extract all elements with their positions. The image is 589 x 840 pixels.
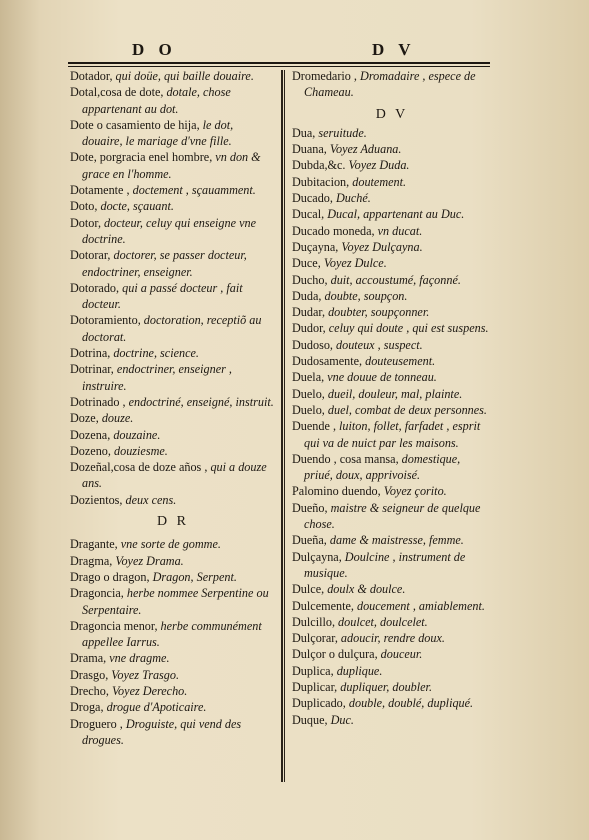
dictionary-entry (70, 410, 276, 426)
dictionary-entry (70, 699, 276, 715)
dictionary-entry (292, 68, 492, 101)
dictionary-entry (292, 304, 492, 320)
entry-headword: Dotrinar, (70, 362, 114, 377)
entry-headword: Dotorar, (70, 248, 111, 263)
dictionary-entry (292, 646, 492, 662)
dictionary-entry (292, 614, 492, 630)
entry-translation: Duché. (336, 191, 371, 206)
entry-translation: Duc. (330, 712, 354, 727)
dictionary-entry (70, 427, 276, 443)
entry-translation: duit, accoustumé, façonné. (330, 272, 461, 287)
entry-headword: Duplica, (292, 663, 334, 678)
entry-translation: douziesme. (114, 443, 168, 458)
column-divider-inner (284, 70, 285, 782)
dictionary-entry (70, 361, 276, 394)
entry-headword: Droguero , (70, 716, 123, 731)
entry-headword: Dozeno, (70, 443, 111, 458)
entry-translation: endoctriner, enseigner , instruire. (82, 362, 232, 393)
dictionary-entry (292, 223, 492, 239)
dictionary-entry (70, 345, 276, 361)
entry-headword: Drago o dragon, (70, 569, 150, 584)
section-heading-dv: D V (375, 106, 409, 122)
entry-translation: Voyez Duda. (348, 158, 410, 173)
entry-translation: doutement. (352, 174, 407, 189)
dictionary-entry (70, 84, 276, 117)
entry-translation: doubte, soupçon. (324, 288, 408, 303)
dictionary-entry (292, 418, 492, 451)
entry-translation: celuy qui doute , qui est suspens. (328, 321, 489, 336)
entry-headword: Dulçorar, (292, 631, 338, 646)
dictionary-entry (70, 149, 276, 182)
dictionary-entry (292, 581, 492, 597)
entry-headword: Dotoramiento, (70, 313, 141, 328)
dictionary-entry (292, 695, 492, 711)
entry-headword: Duçayna, (292, 239, 339, 254)
left-column (70, 68, 276, 748)
dictionary-entry (292, 598, 492, 614)
dictionary-entry (70, 569, 276, 585)
dictionary-entry (292, 239, 492, 255)
entry-headword: Dulce, (292, 582, 325, 597)
entry-translation: domestique, priué, doux, apprivoisé. (304, 451, 461, 483)
dictionary-entry (292, 174, 492, 190)
dictionary-entry (70, 459, 276, 492)
entry-headword: Drasgo, (70, 667, 109, 682)
entry-translation: vne dragme. (109, 651, 170, 666)
entry-translation: endoctriné, enseigné, instruit. (128, 394, 274, 409)
right-entry-list (292, 125, 492, 728)
dictionary-entry (70, 536, 276, 552)
left-entry-list (70, 68, 276, 508)
right-column (292, 68, 492, 728)
entry-headword: Doze, (70, 411, 99, 426)
entry-headword: Dotrina, (70, 346, 111, 361)
dictionary-entry (70, 312, 276, 345)
entry-headword: Dragoncia, (70, 586, 124, 601)
running-head-right: D V (372, 40, 416, 59)
entry-translation: maistre & seigneur de quelque chose. (304, 500, 481, 532)
entry-translation: doulcet, doulcelet. (338, 614, 428, 629)
entry-headword: Dote, porgracia enel hombre, (70, 150, 213, 165)
entry-headword: Dulcemente, (292, 598, 354, 613)
entry-translation: douze. (101, 411, 134, 426)
entry-translation: doctrine, science. (113, 346, 199, 361)
dictionary-entry (292, 125, 492, 141)
dictionary-entry (70, 117, 276, 150)
entry-headword: Dubitacion, (292, 174, 350, 189)
dictionary-entry (292, 630, 492, 646)
dictionary-entry (70, 553, 276, 569)
entry-translation: Ducal, appartenant au Duc. (327, 207, 465, 222)
entry-translation: Dromadaire , espece de Chameau. (304, 69, 476, 100)
dictionary-entry (292, 712, 492, 728)
entry-translation: dupliquer, doubler. (340, 679, 432, 694)
entry-translation: douceur. (380, 647, 423, 662)
entry-translation: doucement , amiablement. (356, 598, 485, 613)
dictionary-entry (292, 255, 492, 271)
entry-translation: Voyez Trasgo. (111, 667, 180, 682)
entry-headword: Dudoso, (292, 337, 333, 352)
dictionary-entry (70, 650, 276, 666)
entry-translation: duel, combat de deux personnes. (327, 402, 487, 417)
header-rule (68, 62, 490, 64)
entry-translation: vn ducat. (377, 223, 423, 238)
entry-translation: douzaine. (113, 427, 161, 442)
entry-headword: Ducal, (292, 207, 325, 222)
entry-translation: vne douue de tonneau. (327, 370, 437, 385)
entry-headword: Dua, (292, 125, 316, 140)
entry-translation: luiton, follet, farfadet , esprit qui va de nuict par les maisons. (304, 419, 481, 450)
dictionary-entry (292, 288, 492, 304)
dictionary-entry (292, 679, 492, 695)
entry-translation: douteusement. (365, 354, 436, 369)
entry-headword: Ducado, (292, 191, 333, 206)
dictionary-entry (292, 532, 492, 548)
entry-headword: Ducho, (292, 272, 328, 287)
dictionary-entry (292, 141, 492, 157)
entry-headword: Duela, (292, 370, 325, 385)
entry-headword: Dozientos, (70, 492, 123, 507)
entry-headword: Dotamente , (70, 183, 130, 198)
entry-headword: Dudar, (292, 305, 326, 320)
entry-headword: Dotal,cosa de dote, (70, 85, 164, 100)
dictionary-entry (292, 451, 492, 484)
right-entry-list-top (292, 68, 492, 101)
dictionary-entry (70, 618, 276, 651)
entry-translation: Voyez çorito. (383, 484, 447, 499)
entry-headword: Dubda,&c. (292, 158, 346, 173)
dictionary-entry (70, 585, 276, 618)
left-entry-list-2 (70, 536, 276, 748)
entry-headword: Duana, (292, 142, 327, 157)
entry-headword: Duplicado, (292, 696, 346, 711)
dictionary-entry (70, 280, 276, 313)
entry-translation: le dot, douaire, le mariage d'vne fille. (82, 117, 234, 149)
entry-translation: herbe nommee Serpentine ou Serpentaire. (82, 586, 269, 617)
dictionary-entry (70, 443, 276, 459)
entry-headword: Drama, (70, 651, 107, 666)
entry-headword: Doto, (70, 199, 98, 214)
entry-headword: Dragma, (70, 553, 113, 568)
entry-headword: Duplicar, (292, 679, 338, 694)
entry-translation: qui a douze ans. (82, 460, 267, 491)
dictionary-entry (292, 549, 492, 582)
dictionary-entry (70, 198, 276, 214)
entry-translation: doubter, soupçonner. (328, 305, 430, 320)
dictionary-entry (292, 337, 492, 353)
running-head-left: D O (132, 40, 177, 59)
entry-headword: Palomino duendo, (292, 484, 381, 499)
entry-translation: dueil, douleur, mal, plainte. (327, 386, 463, 401)
dictionary-entry (292, 320, 492, 336)
entry-headword: Dulcillo, (292, 614, 335, 629)
entry-translation: vne sorte de gomme. (120, 537, 221, 552)
entry-translation: double, doublé, dupliqué. (348, 696, 474, 711)
entry-headword: Duelo, (292, 402, 325, 417)
entry-headword: Dotorado, (70, 280, 120, 295)
entry-headword: Ducado moneda, (292, 223, 375, 238)
entry-translation: duplique. (336, 663, 383, 678)
entry-translation: docteur, celuy qui enseigne vne doctrine. (82, 215, 256, 246)
entry-headword: Duce, (292, 256, 321, 271)
entry-translation: docte, sçauant. (100, 199, 174, 214)
entry-translation: dame & maistresse, femme. (329, 533, 464, 548)
dictionary-entry (292, 402, 492, 418)
entry-headword: Duelo, (292, 386, 325, 401)
entry-translation: qui doüe, qui baille douaire. (115, 69, 254, 83)
entry-translation: seruitude. (318, 125, 367, 140)
entry-translation: doctorer, se passer docteur, endoctriner, enseigner. (82, 248, 247, 279)
entry-headword: Dote o casamiento de hija, (70, 117, 200, 132)
entry-translation: herbe communément appellee Iarrus. (82, 618, 262, 650)
entry-translation: doctement , sçauamment. (132, 183, 256, 198)
section-heading-dr: D R (157, 514, 189, 530)
entry-translation: Voyez Dulce. (323, 256, 387, 271)
dictionary-entry (70, 667, 276, 683)
entry-translation: vn don & grace en l'homme. (82, 150, 261, 181)
entry-headword: Dragante, (70, 537, 118, 552)
entry-translation: drogue d'Apoticaire. (106, 700, 207, 715)
entry-headword: Dotrinado , (70, 394, 126, 409)
entry-headword: Dudosamente, (292, 354, 363, 369)
header-rule-thin (68, 66, 490, 67)
entry-translation: adoucir, rendre doux. (340, 631, 445, 646)
entry-headword: Dromedario , (292, 69, 357, 83)
dictionary-entry (292, 483, 492, 499)
entry-headword: Duda, (292, 288, 322, 303)
dictionary-entry (292, 386, 492, 402)
entry-translation: qui a passé docteur , fait docteur. (82, 280, 243, 312)
dictionary-entry (70, 683, 276, 699)
dictionary-entry (292, 190, 492, 206)
entry-headword: Duende , (292, 419, 336, 434)
dictionary-entry (292, 353, 492, 369)
entry-translation: douteux , suspect. (336, 337, 423, 352)
dictionary-entry (292, 206, 492, 222)
entry-headword: Dotor, (70, 215, 101, 230)
dictionary-entry (292, 500, 492, 533)
entry-translation: doctoration, receptiõ au doctorat. (82, 313, 262, 344)
entry-headword: Dulçor o dulçura, (292, 647, 378, 662)
entry-headword: Dudor, (292, 321, 326, 336)
dictionary-entry (70, 247, 276, 280)
dictionary-entry (70, 492, 276, 508)
entry-headword: Dragoncia menor, (70, 618, 158, 633)
entry-headword: Duendo , cosa mansa, (292, 451, 399, 466)
entry-translation: Voyez Derecho. (111, 683, 188, 698)
dictionary-entry (292, 663, 492, 679)
dictionary-entry (70, 716, 276, 749)
entry-translation: Dragon, Serpent. (152, 569, 237, 584)
entry-headword: Duque, (292, 712, 328, 727)
entry-headword: Dotador, (70, 69, 113, 83)
running-head (70, 40, 488, 60)
dictionary-entry (70, 68, 276, 84)
entry-headword: Drecho, (70, 683, 109, 698)
dictionary-entry (292, 272, 492, 288)
column-divider (281, 70, 283, 782)
entry-translation: Voyez Aduana. (329, 142, 402, 157)
entry-translation: doulx & doulce. (327, 582, 406, 597)
entry-translation: Voyez Drama. (115, 553, 184, 568)
entry-headword: Dulçayna, (292, 549, 342, 564)
dictionary-entry (70, 215, 276, 248)
dictionary-entry (292, 157, 492, 173)
entry-headword: Dueño, (292, 500, 328, 515)
dictionary-entry (70, 394, 276, 410)
dictionary-entry (70, 182, 276, 198)
entry-headword: Dozena, (70, 427, 111, 442)
entry-headword: Droga, (70, 700, 104, 715)
entry-headword: Dueña, (292, 533, 327, 548)
entry-translation: Voyez Dulçayna. (341, 239, 423, 254)
dictionary-entry (292, 369, 492, 385)
entry-translation: Doulcine , instrument de musique. (304, 549, 466, 580)
entry-translation: Droguiste, qui vend des drogues. (82, 716, 242, 747)
entry-headword: Dozeñal,cosa de doze años , (70, 460, 208, 475)
entry-translation: dotale, chose appartenant au dot. (82, 85, 231, 116)
entry-translation: deux cens. (125, 492, 177, 507)
